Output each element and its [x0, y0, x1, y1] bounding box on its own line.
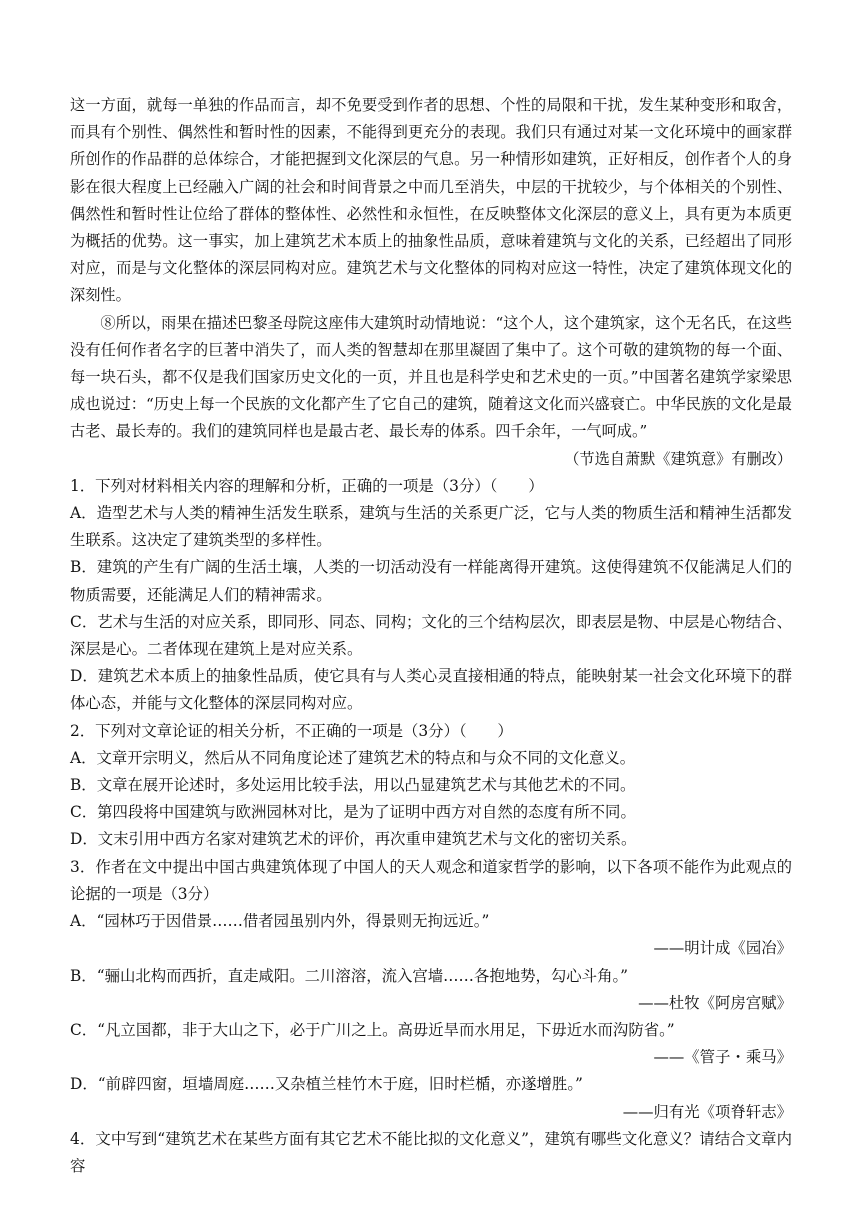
document-page [70, 92, 792, 1180]
question-2-option-c: C．第四段将中国建筑与欧洲园林对比，是为了证明中西方对自然的态度有所不同。 [70, 803, 636, 822]
question-3-option-b-citation: ——杜牧《阿房宫赋》 [638, 993, 792, 1012]
passage-paragraph-7: 这一方面，就每一单独的作品而言，却不免要受到作者的思想、个性的局限和干扰，发生某种变形和取舍，而具有个别性、偶然性和暂时性的因素，不能得到更充分的表现。我们只有通过对某一文化环境中的画家群所创作的作品群的总体综合，才能把握到文化深层的气息。另一种情形如建筑，正好相反，创作者个人的身影在很大程度上已经融入广阔的社会和时间背景之中而几至消失，中层的干扰较少，与个体相关的个别性、偶然性和暂时性让位给了群体的整体性、必然性和永恒性，在反映整体文化深层的意义上，具有更为本质更为概括的优势。这一事实，加上建筑艺术本质上的抽象性品质，意味着建筑与文化的关系，已经超出了同形对应，而是与文化整体的深层同构对应。建筑艺术与文化整体的同构对应这一特性，决定了建筑体现文化的深刻性。 [70, 96, 792, 305]
question-1-stem: 1．下列对材料相关内容的理解和分析，正确的一项是（3分）（ ） [70, 476, 544, 495]
question-1-option-d: D．建筑艺术本质上的抽象性品质，使它具有与人类心灵直接相通的特点，能映射某一社会文化环境下的群体心态，并能与文化整体的深层同构对应。 [70, 667, 792, 713]
question-3-option-b: B．“骊山北构而西折，直走咸阳。二川溶溶，流入宫墙……各抱地势，勾心斗角。” [70, 966, 629, 985]
question-2-option-a: A．文章开宗明义，然后从不同角度论述了建筑艺术的特点和与众不同的文化意义。 [70, 748, 636, 767]
question-2-stem: 2．下列对文章论证的相关分析，不正确的一项是（3分）（ ） [70, 721, 513, 740]
question-1-option-c: C．艺术与生活的对应关系，即同形、同态、同构；文化的三个结构层次，即表层是物、中层是心物结合、深层是心。二者体现在建筑上是对应关系。 [70, 612, 792, 659]
passage-paragraph-8: ⑧所以，雨果在描述巴黎圣母院这座伟大建筑时动情地说：“这个人，这个建筑家，这个无名氏，在这些没有任何作者名字的巨著中消失了，而人类的智慧却在那里凝固了集中了。这个可敬的建筑物的每一个面、每一块石头，都不仅是我们国家历史文化的一页，并且也是科学史和艺术史的一页。”中国著名建筑学家梁思成也说过：“历史上每一个民族的文化都产生了它自己的建筑，随着这文化而兴盛衰亡。中华民族的文化是最古老、最长寿的。我们的建筑同样也是最古老、最长寿的体系。四千余年，一气呵成。” [70, 313, 792, 441]
question-4-stem: 4．文中写到“建筑艺术在某些方面有其它艺术不能比拟的文化意义”，建筑有哪些文化意义？请结合文章内容 [70, 1129, 792, 1175]
passage-source: （节选自萧默《建筑意》有删改） [564, 449, 792, 468]
question-3-option-a: A．“园林巧于因借景……借者园虽别内外，得景则无拘远近。” [70, 912, 490, 931]
question-2-option-d: D．文末引用中西方名家对建筑艺术的评价，再次重申建筑艺术与文化的密切关系。 [70, 830, 637, 849]
question-3-option-d-citation: ——归有光《项脊轩志》 [622, 1102, 792, 1121]
question-3-option-a-citation: ——明计成《园冶》 [653, 939, 792, 958]
question-2-option-b: B．文章在展开论述时，多处运用比较手法，用以凸显建筑艺术与其他艺术的不同。 [70, 776, 636, 795]
question-1-option-b: B．建筑的产生有广阔的生活土壤，人类的一切活动没有一样能离得开建筑。这使得建筑不仅能满足人们的物质需要，还能满足人们的精神需求。 [70, 558, 792, 604]
question-3-option-c: C．“凡立国都，非于大山之下，必于广川之上。高毋近旱而水用足，下毋近水而沟防省。” [70, 1020, 675, 1039]
question-3-option-d: D．“前辟四窗，垣墙周庭……又杂植兰桂竹木于庭，旧时栏楯，亦遂增胜。” [70, 1075, 583, 1094]
question-1-option-a: A．造型艺术与人类的精神生活发生联系，建筑与生活的关系更广泛，它与人类的物质生活和精神生活都发生联系。这决定了建筑类型的多样性。 [70, 504, 792, 550]
question-3-stem: 3．作者在文中提出中国古典建筑体现了中国人的天人观念和道家哲学的影响，以下各项不能作为此观点的论据的一项是（3分） [70, 857, 792, 903]
question-3-option-c-citation: ——《管子・乘马》 [653, 1048, 792, 1067]
